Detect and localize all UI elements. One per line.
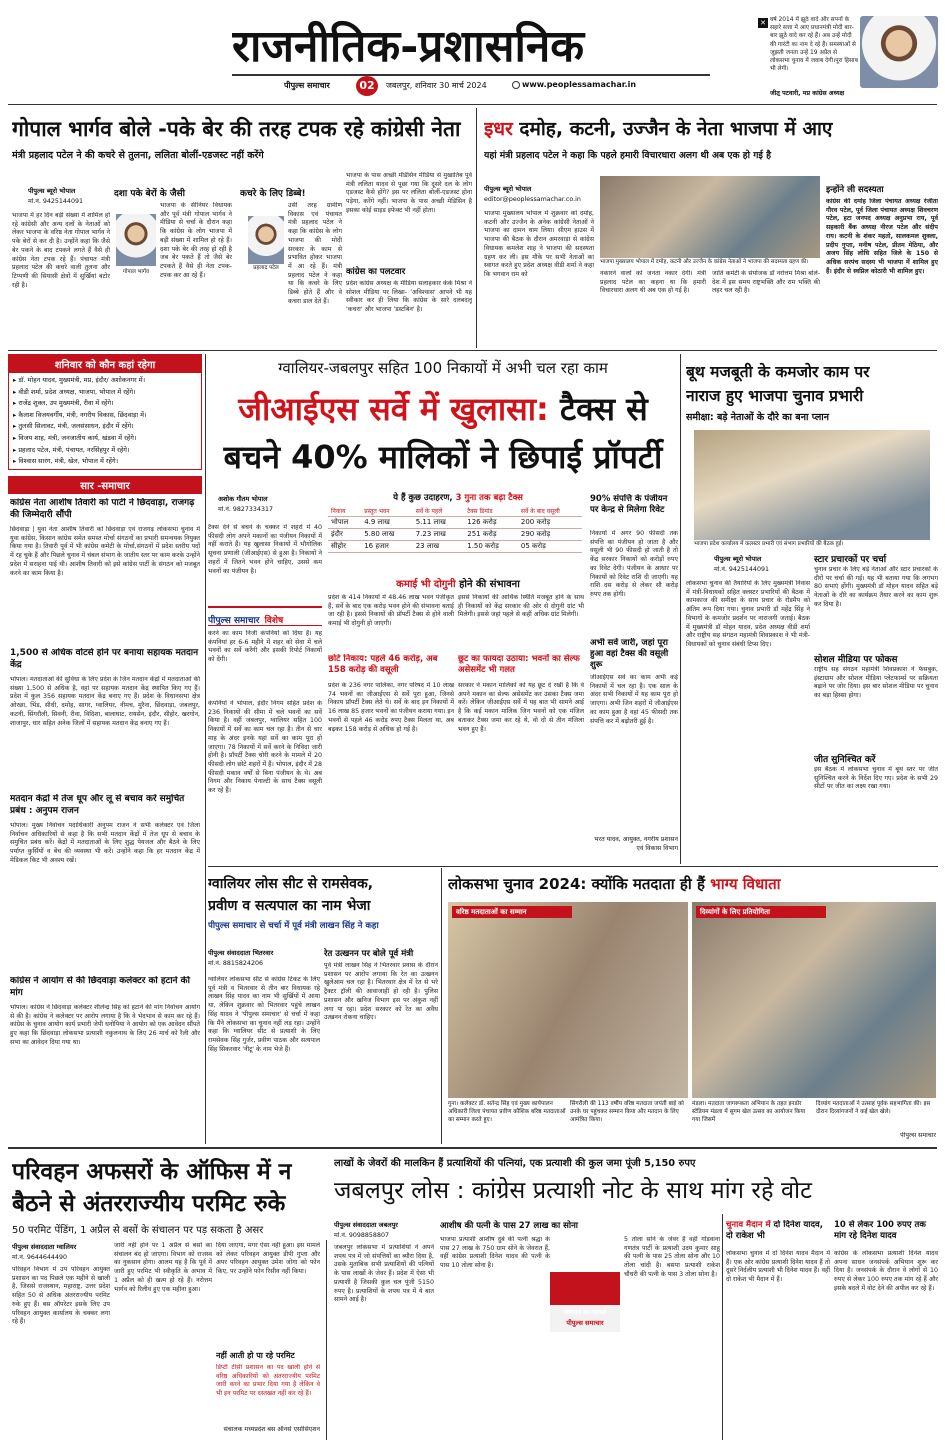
brief-head: कांग्रेस ने आयोग से की छिंदवाड़ा कलेक्टर को हटाने की मांग	[10, 976, 190, 998]
divider	[476, 108, 477, 348]
quote-portrait	[860, 16, 938, 88]
page-number: 02	[356, 76, 378, 96]
subhead: कांग्रेस का पलटवार	[346, 267, 406, 277]
schedule-list	[9, 373, 201, 470]
mobile-number: मो.नं. 9644644490	[12, 1254, 67, 1261]
list-item: ▸ प्रहलाद पटेल, मंत्री, पंचायत, नरसिंहपुर में रहेंगे।	[13, 445, 130, 454]
column-text: 5 तोला सोने के जेवर हैं वहीं गोंडवाना गणतंत्र पार्टी के प्रत्याशी उदय कुमार साहू की पत्नी के पास 25 तोला सोना और 10 तोला चांदी है। बसपा प्रत्याशी राकेश चौधरी की पत्नी के पास 3 तोला सोना है।	[624, 1236, 720, 1278]
quote-author: जीतू पटवारी, मप्र कांग्रेस अध्यक्ष	[770, 90, 845, 96]
divider	[680, 354, 681, 864]
byline: पीपुल्स संवाददाता भितरवार	[208, 949, 274, 957]
headline: परिवहन अफसरों के ऑफिस में न	[12, 1159, 292, 1185]
brief-head: मतदान केंद्रों में तेज धूप और लू से बचाव करें समुचित प्रबंध : अनुपम राजन	[10, 794, 185, 816]
patel-photo	[248, 216, 284, 264]
photo-caption: भाजपा प्रदेश कार्यालय में कलस्टर प्रभारी एवं संभाग प्रभारियों की बैठक हुई।	[694, 541, 844, 547]
column-text: जाति कमेटी के संयोजक डॉ नरोत्तम मिश्रा बोले- देश में इस समय राष्ट्रभक्ति और राम भक्ति की लहर चल रही है।	[712, 270, 820, 295]
kicker: यहां मंत्री प्रहलाद पटेल ने कहा कि पहले हमारी विचारधारा अलग थी अब एक हो गई है	[484, 150, 771, 161]
divider	[205, 354, 206, 1144]
schedule-title: शनिवार को कौन कहां रहेगा	[9, 355, 201, 373]
table-header: निकाय प्रस्तुत भवन सर्वे के पहले टैक्स डिमांड सर्वे के बाद वसूली	[328, 506, 582, 517]
photo-caption: मंडला। मतदाता जागरूकता अभियान के तहत इनडोर स्टेडियम मंडला में सुगम खेल उत्सव का आयोजन किया गया जिसमें	[692, 1101, 806, 1123]
brief-head: कांग्रेस नेता आशीष तिवारी को पार्टी ने छिंदवाड़ा, राजगढ़ की जिम्मेदारी सौंपी	[10, 498, 195, 520]
booth-story	[684, 354, 938, 864]
subhead: कचरे के लिए डिब्बे!	[240, 189, 306, 198]
bhargav-photo	[116, 214, 156, 266]
subhead: 90% संपत्ति के पंजीयन पर केन्द्र से मिलेगा रिवेट	[590, 494, 668, 515]
list-item: ▸ विजय शाह, मंत्री, जनजातीय कार्य, खंडवा में रहेंगे।	[13, 433, 137, 442]
paper-name: पीपुल्स समाचार	[284, 81, 330, 90]
headline	[484, 114, 938, 144]
subhead: स्टार प्रचारकों पर चर्चा	[814, 555, 887, 564]
headline-black: टैक्स से	[560, 390, 648, 428]
side-text: कांग्रेस की दमोह जिला पंचायत अध्यक्ष रंजीता गौरव पटेल, पूर्व जिला पंचायत अध्यक्ष शिवचरण पटेल, हटा जनपद अध्यक्ष अनुप्रभा राय, पूर्व सहकारी बैंक अध्यक्ष नीरज पटेल और संदीप राय। कटनी के शंकर महतो, सालकमल शुक्ला, प्रदीप गुप्ता, मनीष पटेल, प्रीतम मेठिया, और अजय सिंह लोधि सहित जिले के 150 से अधिक सरपंच सदस्य भी भाजपा में शामिल हुए हैं। इंदौर से स्वप्निल कोठारी भी शामिल हुए।	[826, 198, 938, 275]
column-text: प्रदेश के 414 निकायों में 48.46 लाख भवन पंजीकृत हैं, सर्वे के बाद एक करोड़ भवन होने की संभावना बताई जा रही है। इससे निकायों की प्रॉपर्टी टैक्स से होने वाली कमाई भी दोगुनी हो जाएगी।	[328, 594, 454, 628]
column-text: नकारने वालों को जनता नकार देगी। मंत्री प्रहलाद पटेल का कहना था कि हमारी विचारधारा अलग थी अब एक हो गई है।	[600, 270, 706, 295]
column-text: भाजपा के सीनियर विधायक और पूर्व मंत्री गोपाल भार्गव ने मीडिया से चर्चा के दौरान कहा कि कांग्रेस के लोग भाजपा में बड़ी संख्या में शामिल हो रहे हैं। दशा पके बेर की तरह हो रही है जब बेर पकते हैं तो जैसे बेर टपकते हैं वैसे ही नेता टपक-टपक कर आ रहे हैं।	[160, 202, 232, 279]
divider	[326, 1240, 327, 1440]
divider	[8, 350, 937, 351]
photo-caption: गोपाल भार्गव	[123, 269, 149, 275]
quote-box	[758, 16, 940, 96]
list-item: ▸ डॉ. मोहन यादव, मुख्यमंत्री, मप्र, इंदौर/ अशोकनगर में।	[13, 376, 146, 384]
divider	[722, 1214, 723, 1440]
jabalpur-story	[330, 1152, 938, 1442]
mobile-number: मो.नं. 9425144091	[28, 198, 83, 205]
gwalior-story	[208, 868, 438, 1144]
photo-caption: भाजपा मुख्यालय भोपाल में दमोह, कटनी और उज्जैन के कांग्रेस नेताओं ने भाजपा की सदस्यता ग्रहण की।	[600, 259, 809, 265]
byline: पीपुल्स ब्यूरो भोपाल	[484, 185, 532, 193]
quote-author: संचालक मध्यप्रदेश बस ऑनर्स एसोसिएशन	[223, 1426, 320, 1433]
masthead	[0, 0, 945, 100]
subhead: दशा पके बेरों के जैसी	[114, 189, 185, 198]
photo-caption: दिव्यांग मतदाताओं ने उत्साह पूर्वक सहभागिता की। इस दौरान दिव्यांगजनों ने कई खेल खेले।	[816, 1101, 931, 1115]
column-text: चुनाव प्रचार के लिए बड़े नेताओं और स्टार प्रचारकों के दौरों पर चर्चा की गई। यह भी बताया गया कि लगभग 80 सभाएं होंगी। मुख्यमंत्री डॉ मोहन यादव सहित बड़े नेताओं के दौरे का कार्यक्रम तैयार करने का काम शुरू कर दिया है।	[814, 566, 938, 608]
column-text: उसी तरह ग्रामीण विकास एवं पंचायत मंत्री प्रहलाद पटेल ने कहा कि कांग्रेस के लोग भाजपा की मोदी सरकार के काम से प्रभावित होकर भाजपा में आ रहे हैं। मंत्री प्रहलाद पटेल ने कहा था कि कचरे के लिए डिब्बे होते हैं और वे कचरा डाल देते हैं।	[288, 202, 342, 305]
dateline: जबलपुर, शनिवार 30 मार्च 2024	[386, 81, 487, 90]
column-text: जबलपुर लोकसभा में प्रत्याशियों ने अपने शपथ पत्र में जो संपत्तियों का ब्यौरा दिया है, उसके मुताबिक सभी प्रत्याशियों की पत्नियों के पास लाखों के जेवर हैं। प्रदेश में ऐसा भी प्रत्याशी है जिसकी कुल चल पूंजी 5150 रुपए है। प्रत्याशियों के शपथ पत्र में ये बात सामने आई है।	[334, 1244, 434, 1304]
x-social-icon: ✕	[758, 18, 768, 28]
special-label: पीपुल्स समाचार	[208, 616, 260, 626]
subhead: आशीष की पत्नी के पास 27 लाख का सोना	[440, 1221, 578, 1231]
column-text: परिवहन विभाग में उप परिवहन आयुक्त प्रशासन का पद पिछले एक महीने से खाली है, जिससे राजस्थान, महाराष्ट्र, उत्तर प्रदेश सहित 50 से अधिक अंतरराज्यीय परमिट रुके हुए हैं। बस ऑपरेटर इसके लिए उप परिवहन आयुक्त कार्यालय के चक्कर लगा रहे हैं।	[12, 1266, 110, 1326]
column-text: इस बैठक में लोकसभा चुनाव में बूथ स्तर पर जीत सुनिश्चित करने के निर्देश दिए गए। प्रदेश के सभी 29 सीटों पर जीत का लक्ष्य रखा गया।	[814, 766, 938, 791]
kicker: 50 परमिट पेंडिंग, 1 अप्रैल से बसों के संचालन पर पड़ सकता है असर	[12, 1225, 264, 1236]
subhead: रेत उत्खनन पर बोले पूर्व मंत्री	[324, 949, 414, 959]
quote-author: भरत यादव, आयुक्त, नगरीय प्रशासन एवं विकास विभाग	[594, 836, 678, 852]
headline: नाराज हुए भाजपा चुनाव प्रभारी	[686, 387, 864, 405]
table-row: इंदौर 5.80 लाख 7.23 लाख 251 करोड़ 290 करोड़	[328, 529, 582, 541]
column-text: भाजपा मुख्यालय भोपाल में शुक्रवार को दमोह, कटनी और उज्जैन के अनेक कांग्रेसी नेताओं ने भाजपा का दामन थाम लिया। सीएम हाउस में भाजपा की बैठक के दौरान अमरवाड़ा से कांग्रेस विधायक कमलेश शाह ने भाजपा की सदस्यता ग्रहण कर ली। इस मौके पर सभी नेताओं का स्वागत करते हुए प्रदेश अध्यक्ष वीडी शर्मा ने कहा कि भगवान राम को	[484, 210, 594, 278]
photo-credit: पीपुल्स समाचार	[900, 1132, 936, 1139]
special-badge	[208, 606, 322, 626]
divider	[8, 104, 937, 105]
masthead-rule	[232, 74, 710, 76]
byline: पीपुल्स ब्यूरो भोपाल	[714, 555, 762, 563]
column-text: जीआईएस सर्वे का काम अभी कई निकायों में चल रहा है। एक साल के अंदर सभी निकायों में यह काम पूरा हो जाएगा। अभी जिन शहरों में जीआईएस का काम हुआ है वहां 45 फीसदी तक संपत्ति कर में बढ़ोतरी हुई है।	[590, 674, 678, 725]
subhead: छोटे निकाय: पहले 46 करोड़, अब 158 करोड़ की वसूली	[328, 654, 438, 675]
byline: पीपुल्स ब्यूरो भोपाल	[28, 187, 76, 195]
list-item: ▸ तुलसी सिलावट, मंत्री, जलसंसाधन, इंदौर में रहेंगे।	[13, 422, 134, 431]
divyang-photo	[692, 902, 936, 1098]
column-text: इससे निकायों की आर्थिक स्थिति मजबूत होने के साथ ही निकायों को केंद्र सरकार की ओर से दोगुनी ग्रांट भी मिलेगी। इससे जहां पहले से कहीं अधिक ग्रांट मिलेगी।	[458, 594, 584, 619]
page-title: राजनीतिक-प्रशासनिक	[232, 21, 585, 72]
brief-body: भोपाल। मुख्य निर्वाचन पदाधिकारी अनुपम राजन ने सभी कलेक्टर एवं जिला निर्वाचन अधिकारियों से कहा है कि सभी मतदान केंद्रों में तेज धूप से बचाव के समुचित प्रबंध करें। केंद्रों में मतदाताओं के लिए शुद्ध पेयजल और बैठने के लिए पर्याप्त कुर्सियों व बेंच की व्यवस्था भी करें। उन्होंने कहा कि हर मतदान केंद्र में मेडिकल किट भी अवश्य रखें।	[10, 822, 200, 864]
schedule-box	[8, 354, 202, 470]
column-text: भाजपा प्रत्याशी आशीष दुबे की पत्नी श्रद्धा के पास 27 लाख के 750 ग्राम सोने के जेवरात हैं, वहीं कांग्रेस प्रत्याशी दिनेश यादव की पत्नी के पास 10 तोला सोना है।	[440, 1236, 550, 1270]
list-item: ▸ राजेंद्र शुक्ल, उप मुख्यमंत्री, रीवा में रहेंगे।	[13, 399, 114, 408]
graphic-tag: लोकतंत्र का महापर्व	[563, 1309, 607, 1316]
subhead: नहीं आती हो पा रहे परमिट	[216, 1351, 295, 1360]
table-title: ये हैं कुछ उदाहरण, 3 गुना तक बढ़ा टैक्स	[393, 493, 523, 503]
column-text: पूर्व मंत्री लाखन सिंह ने भितरवार प्रवास के दौरान प्रशासन पर आरोप लगाया कि रेत का उत्खनन खुलेआम चल रहा है। भितरवार क्षेत्र में रेत से भरे ट्रैक्टर ट्रॉली की आवाजाही हो रही है। पुलिस प्रशासन और खनिज विभाग इस पर अंकुश नहीं लगा पा रहा। प्रदेश सरकार को रेत का अवैध उत्खनन रोकना चाहिए।	[324, 962, 438, 1022]
story-bhargav	[8, 108, 474, 348]
headline-red: जीआईएस सर्वे में खुलासा:	[238, 390, 549, 428]
table-row: भोपाल 4.9 लाख 5.11 लाख 126 करोड़ 200 करोड़	[328, 517, 582, 529]
photo-caption: गुना। कलेक्टर डॉ. सतेन्द्र सिंह एवं मुख्य कार्यपालन अधिकारी जिला पंचायत प्रवीण कौशिक बरिष्ठ मतदाताओं का सम्मान करते हुए।	[448, 1101, 566, 1123]
headline: प्रवीण व सत्यपाल का नाम भेजा	[208, 898, 371, 914]
brief-news	[8, 476, 202, 1142]
headline: गोपाल भार्गव बोले -पके बेर की तरह टपक रहे कांग्रेसी नेता	[12, 117, 461, 141]
mobile-number: मो.नं. 9098858807	[334, 1232, 389, 1239]
photo-tag: दिव्यांगों के लिए प्रतियोगिता	[696, 906, 826, 918]
column-text: निकायों में अगर 90 फीसदी तक संपत्ति का पंजीयन हो जाता है और वसूली भी 90 फीसदी हो जाती है तो केंद्र सरकार निकायों को करोड़ों रुपए का रिवेट देगी। पंजीयन के आधार पर निकायों को रिवेट राशि दी जाएगी। यह राशि दस करोड़ से लेकर सौ करोड़ रुपए तक होगी।	[590, 530, 678, 598]
subhead: कमाई भी दोगुनी होने की संभावना	[396, 579, 520, 590]
mobile-number: मो.नं. 8815824206	[208, 960, 263, 967]
column-text: प्रदेश कांग्रेस अध्यक्ष के मीडिया सलाहकार केके मिश्रा ने सोशल मीडिया पर लिखा- 'अविश्वास' आपने भी यह स्वीकार कर ही लिया कि कांग्रेस के सारे दलबदलू 'कचरा' और भाजपा 'डस्टबिन' है।	[346, 280, 472, 314]
headline: बैठने से अंतरराज्यीय परमिट रुके	[12, 1191, 286, 1217]
photo-caption: सिंगरौली की 113 वर्षीय वरिष्ठ मतदाता जयंती बाई को उनके घर पहुंचकर सम्मान किया और मतदान के लिए आमंत्रित किया।	[570, 1101, 684, 1123]
column-text: भाजपा के पास अच्छी मेडिसिन मीडिया से मुखातिब पूर्व मंत्री ललिता यादव से पूछा गया कि दूसरे दल के लोग एडजस्ट कैसे होंगे? इस पर ललिता बोलीं-एडजस्ट होना पड़ेगा, करेंगे नहीं। भाजपा के पास अच्छी मेडिसिन है इसका कोई साइड इफेक्ट भी नहीं होता।	[346, 172, 472, 214]
column-text: भाजपा में हर दिन बड़ी संख्या में शामिल हो रहे कांग्रेसी और अन्य दलों के नेताओं को लेकर भाजपा के वरिष्ठ नेता गोपाल भार्गव ने पके बेरों से कर दी है। उन्होंने कहा कि जैसे बेर पकने के बाद टपकने लगते हैं वैसे ही कांग्रेस नेता टपक रहे हैं। पंचायत मंत्री प्रहलाद पटेल की कचरे वाली तुलना और टिप्पणी की सियासी क्षेत्रों में सुर्खियां बटोर रही है।	[12, 212, 110, 289]
list-item: ▸ विश्वास सारंग, मंत्री, खेल, भोपाल में रहेंगे।	[13, 457, 119, 466]
column-text: राष्ट्रीय सह संगठन महामंत्री शिवप्रकाश ने फेसबुक, इंस्टाग्राम और सोशल मीडिया प्लेटफार्म्स पर सक्रियता बढ़ाने पर जोर दिया। इस बार सोशल मीडिया पर चुनाव का बड़ा हिस्सा होगा।	[814, 666, 938, 700]
loksabha-photos	[444, 868, 938, 1144]
headline: ग्वालियर लोस सीट से रामसेवक,	[208, 876, 374, 892]
story-bjp-joining	[480, 108, 938, 348]
headline: बूथ मजबूती के कमजोर काम पर	[686, 363, 870, 381]
side-title: इन्होंने ली सदस्यता	[826, 185, 884, 195]
graphic-tag: पीपुल्स समाचार	[566, 1319, 604, 1327]
column-text: दिया जाएगा, मगर ऐसा नहीं हुआ। इस मामले को लेकर परिवहन आयुक्त डीपी गुप्ता और अपर परिवहन आयुक्त उमेश जोगा को फोन किए, पर उन्होंने फोन रिसीव नहीं किया।	[216, 1242, 320, 1276]
headline-line-1	[208, 386, 678, 432]
subhead: छूट का फायदा उठाया: भवनों का सेल्फ असेसमेंट भी गलत	[458, 654, 580, 675]
subhead: अभी सर्वे जारी, जहां पूरा हुआ वहां टैक्स की वसूली शुरू	[590, 638, 669, 670]
column-text: करने का काम निजी कंपनियों को दिया है। यह कंपनियां हर 6-6 महीने में शहर को सेवा में चले भवनों का सर्वे करेंगी और इसकी रिपोर्ट निकायों को देंगी।	[208, 630, 322, 664]
subhead: जीत सुनिश्चित करें	[814, 755, 876, 764]
column-text: कांग्रेस के लोकसभा प्रत्याशी दिनेश यादव अपना साधन जनसंपर्क अभियान शुरू कर दिया है। जनसंपर्क के दौरान वे लोगों से 10 रुपए से लेकर 100 रुपए तक मांग रहे हैं और इसके बदले में वोट देने की अपील कर रहे हैं।	[834, 1250, 938, 1292]
brief-title: सार -समाचार	[8, 476, 202, 494]
globe-icon	[512, 81, 520, 89]
photo-tag: वरिष्ठ मतदाताओं का सम्मान	[452, 906, 572, 918]
email: editor@peoplessamachar.co.in	[484, 196, 581, 203]
list-item: ▸ वीडी शर्मा, प्रदेश अध्यक्ष, भाजपा, भोपाल में रहेंगे।	[13, 387, 136, 396]
kicker: मंत्री प्रहलाद पटेल ने की कचरे से तुलना, ललिता बोलीं-एडजस्ट नहीं करेंगे	[12, 150, 264, 161]
kicker: समीक्षा: बड़े नेताओं के दौरे का बना प्लान	[686, 412, 830, 423]
headline-line-2: बचने 40% मालिकों ने छिपाई प्रॉपर्टी	[223, 438, 663, 476]
meeting-photo	[694, 430, 930, 540]
gis-story	[208, 354, 678, 864]
headline-text: दमोह, कटनी, उज्जैन के नेता भाजपा में आए	[519, 118, 833, 140]
column-text: प्रदेश के 236 नगर पालिका, नगर परिषद में 10 लाख 74 भवनों का जीआईएस से सर्वे पूरा हुआ, जिनसे निकाय प्रॉपर्टी टैक्स लेते थे। सर्वे के बाद इन निकायों में 16 लाख 85 हजार भवनों का पंजीयन कराया गया। इन भवनों से पहले 46 करोड़ रुपए टैक्स मिलता था, अब बढ़कर 158 करोड़ से अधिक हो गई है।	[328, 682, 454, 733]
table-row: सीहोर 16 हजार 23 लाख 1.50 करोड़ 05 करोड़	[328, 541, 582, 553]
list-item: ▸ कैलाश विजयवर्गीय, मंत्री, नगरीय विकास, छिंदवाड़ा में।	[13, 410, 147, 419]
column-text: जारी नहीं होने पर 1 अप्रैल से बसों का संचालन बंद हो जाएगा। विभाग को राजस्व का नुकसान होगा। आलम यह है कि पूर्व में जारी हुए परमिट भी स्वीकृति के अभाव में 1 अप्रैल को ही खत्म हो रहे हैं। नरोत्तम भार्गव को रिलीव हुए एक महीना हुआ।	[114, 1242, 212, 1293]
byline: पीपुल्स संवाददाता जबलपुर	[334, 1221, 398, 1229]
column-text: ग्वालियर लोकसभा सीट से कांग्रेस टिकट के लिए पूर्व मंत्री व भितरवार से तीन बार विधायक रहे लाखन सिंह यादव का नाम भी सुर्खियों में आया था, लेकिन शुक्रवार को भितरवार पहुंचे लाखन सिंह यादव ने 'पीपुल्स समाचार' से चर्चा में कहा कि मैंने लोकसभा का चुनाव नहीं लड़ रहा। उन्होंने कहा कि ग्वालियर सीट से प्रत्याशी के लिए रामसेवक सिंह गुर्जर, प्रवीण पाठक और सत्यपाल सिंह सिकरवार 'नीटू' के नाम भेजे हैं।	[208, 976, 320, 1053]
column-text: डिप्टी टीसी प्रशासन का पद खाली होने से वरिष्ठ अधिकारियों को अंतरराज्यीय परमिट जारी करने का प्रभार दिया गया है लेकिन वे भी इन परमिट पर दस्तखत नहीं कर रहे हैं।	[216, 1364, 320, 1398]
divider	[208, 866, 938, 867]
special-sub: विशेष	[264, 616, 284, 626]
brief-body: भोपाल। कांग्रेस ने छिंदवाड़ा कलेक्टर शीलेन्द्र सिंह को हटाने की मांग निर्वाचन आयोग से की है। कांग्रेस ने कलेक्टर पर आरोप लगाया है कि वे भेदभाव से काम कर रहे हैं। कांग्रेस के चुनाव आयोग कार्य प्रभारी जेपी धनोपिया ने आयोग को एक आवेदन सौंपते हुए कहा कि छिंदवाड़ा लोकसभा प्रत्याशी नकुलनाथ के लिए 26 मार्च को रैली और सभा का आवेदन दिया गया था।	[10, 1004, 200, 1046]
tax-table	[328, 506, 582, 553]
divider	[8, 1147, 937, 1149]
byline: अशोक गौतम भोपाल	[218, 495, 268, 503]
brief-body: छिंदवाड़ा | युवा नेता आशीष तिवारी को छिंदवाड़ा एवं राजगढ़ लोकसभा चुनाव में युवा कांग्रेस, किसान कांग्रेस समेत समस्त मोर्चा संगठनों का प्रभारी समन्वयक नियुक्त किया गया है। तिवारी पूर्व में भी कांग्रेस कमेटी के मोर्चा,संगठनों में प्रदेश स्तरीय पदों में रह चुके हैं और पिछले चुनाव में चंबल संभाग के जातीय स्तर पर काम करके उन्होंने प्रदेश में सराहना पाई थी। आशीष तिवारी को इसे कांग्रेस पार्टी के संगठन को मजबूत करने का काम किया है।	[10, 526, 200, 577]
brief-body: भोपाल। मतदाताओं की सुविधा के लिए प्रदेश के जिन मतदान केंद्रों में मतदाताओं की संख्या 1,500 से अधिक है, वहां पर सहायक मतदान केंद्र स्थापित किए गए हैं। प्रदेश में कुल 356 सहायक मतदान केंद्र बनाए गए हैं। प्रदेश के विधानसभा क्षेत्र ओरछा, भिंड, सीधी, दमोह, सागर, ग्वालियर, नीमच, मुरैना, छिंदवाड़ा, जबलपुर, कटनी, सिंगरौली, सिवनी, रीवा, विदिशा, बालाघाट, रायसेन, इंदौर, सीहोर, खरगोन, शाजापुर, धार सहित अनेक जिलों में सहायक मतदान केंद्र बनाए गए हैं।	[10, 676, 200, 727]
mobile-number: मो.नं. 9827334317	[218, 506, 273, 513]
column-text: कंपनियों ने भोपाल, इंदौर निगम सहित प्रदेश के 236 निकायों की सीमा में चले भवनों का सर्वे किया है। वहीं जबलपुर, ग्वालियर सहित 100 निकायों में सर्वे का काम चल रहा है। तीन से चार माह के अंदर इनके यहां सर्वे का काम पूरा हो जाएगा। 78 निकायों में सर्वे करने के निविदा जारी होनी है। प्रॉपर्टी टैक्स चोरी करने के मामले में 20 फीसदी लोग छोटे शहरों में हैं। भोपाल, इंदौर में 28 फीसदी मकान वर्षों से बिना पंजीयन के थे। अब निगम और निकाय पेनाल्टी के साथ टैक्स वसूली कर रहे हैं।	[208, 700, 322, 795]
kicker: पीपुल्स समाचार से चर्चा में पूर्व मंत्री लाखन सिंह ने कहा	[208, 921, 379, 931]
column-text: लोकसभा चुनाव की तैयारियों के लिए मुख्यमंत्री निवास में मंत्री-विधायकों सहित क्लस्टर प्रभारियों की बैठक में कामकाज की समीक्षा के साथ प्रचार के रोडमैप को अंतिम रूप दिया गया। चुनाव प्रभारी डॉ महेंद्र सिंह ने विभागों के कमजोर प्रदर्शन पर नाराजगी जताई। बैठक में मुख्यमंत्री डॉ मोहन यादव, प्रदेश अध्यक्ष वीडी शर्मा और राष्ट्रीय सह संगठन महामंत्री शिवप्रकाश ने भी मंत्री-विधायकों को चुनाव संबंधी टिप्स दिए।	[686, 580, 810, 648]
side-head: 10 से लेकर 100 रुपए तक मांग रहे दिनेश यादव	[834, 1220, 926, 1241]
column-text: लोकसभा चुनाव में दो दिनेश यादव मैदान में हैं। एक ओर कांग्रेस प्रत्याशी दिनेश यादव हैं तो दूसरे निर्दलीय प्रत्याशी भी दिनेश यादव हैं। वहीं दो राकेश भी मैदान में हैं।	[726, 1250, 830, 1284]
headline-prefix: इधर	[484, 118, 513, 140]
mobile-number: मो.नं. 9425144091	[714, 566, 769, 573]
overline: ग्वालियर-जबलपुर सहित 100 निकायों में अभी चल रहा काम	[278, 359, 608, 377]
subhead: सोशल मीडिया पर फोकस	[814, 655, 898, 664]
headline: लोकसभा चुनाव 2024: क्योंकि मतदाता ही हैं भाग्य विधाता	[448, 875, 781, 893]
quote-text: वर्ष 2014 में झूठे वादे और सपनों के सहारे सत्ता में आए प्रधानमंत्री मोदी बार-बार झूठे वादे कर रहे हैं। अब उन्हें मोदी की गारंटी का नाम दे रहे हैं। समस्याओं से जूझती जनता उन्हें 19 अप्रैल से लोकसभा चुनाव में जवाब देगी।पूरा हिसाब भी लेगी।	[770, 17, 858, 73]
column-text: टैक्स देने से बचने के चक्कर में शहरों में 40 फीसदी लोग अपने मकानों का पंजीयन निकायों में नहीं कराते हैं। यह खुलासा निकायों में भौगोलिक सूचना प्रणाली (जीआईएस) से हुआ है। निकायों ने शहरों में जितने भवन होने चाहिए, उससे कम भवनों का पंजीयन है।	[208, 524, 322, 575]
election-graphic	[550, 1272, 620, 1332]
divider	[441, 868, 442, 1144]
byline: पीपुल्स संवाददाता ग्वालियर	[12, 1243, 77, 1251]
overline: लाखों के जेवरों की मालकिन हैं प्रत्याशियों की पत्नियां, एक प्रत्याशी की कुल जमा पूंजी 5,150 रुपए	[334, 1158, 696, 1169]
brief-head: 1,500 से अधिक वोटर्स होने पर बनाया सहायक मतदान केंद्र	[10, 648, 199, 670]
photo-caption: प्रहलाद पटेल	[253, 265, 279, 271]
senior-voter-photo	[448, 902, 688, 1098]
column-text: सरकार ने मकान मालिकों को यह छूट दे रखी है कि वे अपने मकान का सेल्फ असेसमेंट कर उसका टैक्स जमा करें। लेकिन जीआईएस सर्वे में यह बात भी सामने आई है कि कई मकान मालिक जिन भवनों को एक मंजिल बताकर टैक्स जमा कर रहे थे, वो दो से तीन मंजिला भवन हुए हैं।	[458, 682, 584, 733]
joining-photo	[600, 176, 820, 258]
website-link[interactable]: www.peoplessamachar.in	[522, 80, 637, 89]
headline: जबलपुर लोस : कांग्रेस प्रत्याशी नोट के साथ मांग रहे वोट	[334, 1176, 812, 1204]
side-head: चुनाव मैदान में दो दिनेश यादव, दो राकेश भी	[726, 1220, 823, 1241]
